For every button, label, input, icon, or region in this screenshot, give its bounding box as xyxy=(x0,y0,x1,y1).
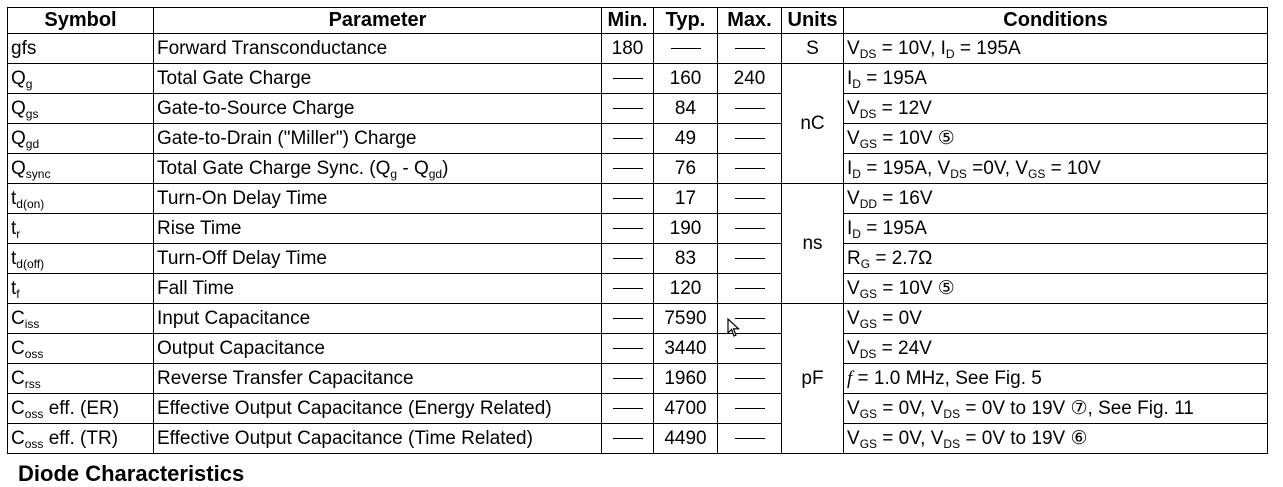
max-cell xyxy=(718,394,782,424)
dash-mark xyxy=(735,348,765,349)
dash-mark xyxy=(613,138,643,139)
subscript: DD xyxy=(859,196,878,211)
parameter-text: Turn-On Delay Time xyxy=(157,187,328,209)
parameter-text: Total Gate Charge Sync. (Q xyxy=(157,157,391,179)
typ-cell xyxy=(654,154,718,184)
condition-text: = 10V ⑤ xyxy=(877,128,955,149)
symbol-text: C xyxy=(11,397,25,419)
header-row xyxy=(8,8,1268,34)
min-cell xyxy=(602,394,654,424)
condition-text: = 10V ⑤ xyxy=(877,278,955,299)
subscript: r xyxy=(16,226,21,241)
condition-text: V xyxy=(847,37,860,59)
header-conditions: Conditions xyxy=(844,8,1268,34)
max-cell xyxy=(718,154,782,184)
symbol-text: C xyxy=(11,307,25,329)
subscript: GS xyxy=(859,287,878,301)
max-cell xyxy=(718,34,782,64)
parameter-text: ) xyxy=(442,157,449,179)
conditions-cell xyxy=(844,334,1268,364)
symbol-cell xyxy=(8,244,154,274)
min-cell xyxy=(602,94,654,124)
dash-mark xyxy=(735,168,765,169)
typ-cell xyxy=(654,184,718,214)
subscript: sync xyxy=(25,166,51,181)
subscript: DS xyxy=(859,46,877,61)
header-parameter: Parameter xyxy=(154,8,602,34)
condition-text: = 0V xyxy=(877,307,922,329)
parameter-text: Fall Time xyxy=(157,277,235,299)
parameter-text: Effective Output Capacitance (Energy Related) xyxy=(157,397,552,419)
condition-text: = 16V xyxy=(877,187,933,209)
subscript: d(off) xyxy=(16,256,45,271)
symbol-text: Q xyxy=(11,127,26,149)
symbol-cell xyxy=(8,64,154,94)
parameter-cell xyxy=(154,184,602,214)
typ-value: 49 xyxy=(674,127,697,149)
mouse-cursor-icon xyxy=(727,318,741,338)
min-cell xyxy=(602,34,654,64)
parameter-cell xyxy=(154,64,602,94)
symbol-cell xyxy=(8,304,154,334)
max-cell xyxy=(718,184,782,214)
table-row xyxy=(8,214,1268,244)
symbol-text: t xyxy=(11,247,17,269)
units-cell xyxy=(782,304,844,454)
min-cell xyxy=(602,184,654,214)
subscript: oss xyxy=(24,406,44,421)
parameter-text: Total Gate Charge xyxy=(157,67,312,89)
max-cell xyxy=(718,64,782,94)
units-value: pF xyxy=(801,367,824,389)
typ-cell xyxy=(654,214,718,244)
subscript: G xyxy=(860,256,871,271)
units-value: ns xyxy=(802,232,823,254)
conditions-cell xyxy=(844,274,1268,304)
parameter-cell xyxy=(154,334,602,364)
condition-text: = 1.0 MHz, See Fig. 5 xyxy=(852,367,1042,389)
units-cell xyxy=(782,34,844,64)
typ-value: 76 xyxy=(674,157,697,179)
symbol-text: C xyxy=(11,337,25,359)
typ-value: 7590 xyxy=(664,307,707,329)
parameter-cell xyxy=(154,124,602,154)
dash-mark xyxy=(613,288,643,289)
dash-mark xyxy=(613,228,643,229)
conditions-cell xyxy=(844,184,1268,214)
parameter-cell xyxy=(154,94,602,124)
typ-value: 3440 xyxy=(664,337,707,359)
table-row xyxy=(8,424,1268,454)
symbol-cell xyxy=(8,214,154,244)
symbol-cell xyxy=(8,34,154,64)
subscript: rss xyxy=(24,376,41,391)
conditions-cell xyxy=(844,424,1268,454)
condition-text: I xyxy=(847,67,853,89)
conditions-cell xyxy=(844,64,1268,94)
dash-mark xyxy=(613,108,643,109)
dash-mark xyxy=(735,438,765,439)
condition-text: V xyxy=(847,337,860,359)
parameter-cell xyxy=(154,364,602,394)
condition-text: V xyxy=(847,128,860,149)
subscript: oss xyxy=(24,436,44,451)
parameter-text: - Q xyxy=(397,157,429,179)
subscript: DS xyxy=(859,346,877,361)
dash-mark xyxy=(735,378,765,379)
dash-mark xyxy=(735,108,765,109)
dash-mark xyxy=(613,198,643,199)
condition-text: = 195A xyxy=(860,217,927,239)
max-cell xyxy=(718,214,782,244)
dash-mark xyxy=(735,258,765,259)
symbol-text: t xyxy=(11,187,17,209)
frequency-symbol: f xyxy=(847,367,853,389)
units-cell xyxy=(782,184,844,304)
header-units: Units xyxy=(782,8,844,34)
subscript: DS xyxy=(943,407,961,421)
symbol-text: C xyxy=(11,367,25,389)
subscript: iss xyxy=(24,316,40,331)
subscript: oss xyxy=(24,346,44,361)
min-cell xyxy=(602,154,654,184)
symbol-text: t xyxy=(11,217,17,239)
units-value: S xyxy=(806,37,819,59)
dash-mark xyxy=(613,348,643,349)
subscript: GS xyxy=(859,407,878,421)
condition-text: V xyxy=(847,97,860,119)
condition-text: = 24V xyxy=(876,337,932,359)
symbol-text: gfs xyxy=(11,37,37,59)
condition-text: = 0V to 19V ⑦, See Fig. 11 xyxy=(960,398,1194,419)
dash-mark xyxy=(735,228,765,229)
max-cell xyxy=(718,274,782,304)
condition-text: V xyxy=(847,307,860,329)
parameter-cell xyxy=(154,214,602,244)
condition-text: V xyxy=(847,428,860,449)
parameter-cell xyxy=(154,274,602,304)
table-row xyxy=(8,244,1268,274)
dash-mark xyxy=(735,198,765,199)
typ-cell xyxy=(654,34,718,64)
typ-cell xyxy=(654,244,718,274)
conditions-cell xyxy=(844,94,1268,124)
dash-mark xyxy=(613,258,643,259)
table-row xyxy=(8,184,1268,214)
table-row xyxy=(8,394,1268,424)
symbol-text: Q xyxy=(11,97,26,119)
symbol-cell xyxy=(8,364,154,394)
max-cell xyxy=(718,244,782,274)
symbol-cell xyxy=(8,424,154,454)
parameter-cell xyxy=(154,304,602,334)
symbol-cell xyxy=(8,154,154,184)
units-cell xyxy=(782,64,844,184)
symbol-cell xyxy=(8,94,154,124)
dash-mark xyxy=(613,378,643,379)
condition-text: = 0V to 19V ⑥ xyxy=(960,428,1088,449)
condition-text: = 0V, V xyxy=(877,398,944,419)
subscript: f xyxy=(16,286,20,301)
units-value: nC xyxy=(800,112,825,134)
symbol-suffix: eff. (TR) xyxy=(43,427,119,449)
typ-value: 84 xyxy=(674,97,697,119)
table-row xyxy=(8,94,1268,124)
symbol-text: Q xyxy=(11,67,26,89)
condition-text: V xyxy=(847,398,860,419)
max-cell xyxy=(718,94,782,124)
subscript: DS xyxy=(943,437,961,451)
symbol-cell xyxy=(8,394,154,424)
condition-text: = 10V xyxy=(1045,157,1101,179)
dash-mark xyxy=(613,408,643,409)
conditions-cell xyxy=(844,154,1268,184)
symbol-cell xyxy=(8,124,154,154)
min-cell xyxy=(602,214,654,244)
max-cell xyxy=(718,124,782,154)
condition-text: = 10V, I xyxy=(876,37,946,59)
table-row xyxy=(8,64,1268,94)
subscript: gd xyxy=(25,136,40,151)
symbol-suffix: eff. (ER) xyxy=(43,397,120,419)
subscript: D xyxy=(852,76,861,91)
condition-text: V xyxy=(847,187,860,209)
subscript: GS xyxy=(1028,166,1046,181)
typ-cell xyxy=(654,304,718,334)
subscript: g xyxy=(390,166,398,181)
parameter-cell xyxy=(154,424,602,454)
subscript: DS xyxy=(859,106,877,121)
typ-cell xyxy=(654,94,718,124)
min-value: 180 xyxy=(611,37,644,59)
symbol-cell xyxy=(8,184,154,214)
max-cell xyxy=(718,364,782,394)
condition-text: I xyxy=(847,217,853,239)
dash-mark xyxy=(613,438,643,439)
typ-value: 1960 xyxy=(664,367,707,389)
condition-text: = 195A, V xyxy=(860,157,951,179)
table-row xyxy=(8,34,1268,64)
min-cell xyxy=(602,124,654,154)
subscript: D xyxy=(852,226,861,241)
subscript: D xyxy=(852,166,861,181)
condition-text: = 12V xyxy=(876,97,932,119)
parameter-cell xyxy=(154,34,602,64)
condition-text: V xyxy=(847,278,860,299)
symbol-text: t xyxy=(11,277,17,299)
subscript: gd xyxy=(428,166,443,181)
dash-mark xyxy=(735,288,765,289)
parameter-text: Reverse Transfer Capacitance xyxy=(157,367,414,389)
conditions-cell xyxy=(844,214,1268,244)
condition-text: =0V, V xyxy=(966,157,1028,179)
condition-text: = 195A xyxy=(860,67,927,89)
subscript: DS xyxy=(950,166,967,181)
symbol-text: Q xyxy=(11,157,26,179)
parameter-text: Forward Transconductance xyxy=(157,37,388,59)
typ-cell xyxy=(654,64,718,94)
conditions-cell xyxy=(844,304,1268,334)
parameter-cell xyxy=(154,154,602,184)
conditions-cell xyxy=(844,124,1268,154)
min-cell xyxy=(602,334,654,364)
min-cell xyxy=(602,274,654,304)
dash-mark xyxy=(671,48,701,49)
typ-value: 17 xyxy=(674,187,697,209)
symbol-text: C xyxy=(11,427,25,449)
condition-text: I xyxy=(847,157,853,179)
table-row xyxy=(8,274,1268,304)
typ-value: 190 xyxy=(669,217,702,239)
condition-text: = 2.7Ω xyxy=(870,247,933,269)
subscript: d(on) xyxy=(16,196,45,211)
table-row xyxy=(8,334,1268,364)
header-max: Max. xyxy=(718,8,782,34)
parameter-text: Input Capacitance xyxy=(157,307,311,329)
conditions-cell xyxy=(844,394,1268,424)
table-row xyxy=(8,364,1268,394)
typ-cell xyxy=(654,424,718,454)
dash-mark xyxy=(613,78,643,79)
min-cell xyxy=(602,244,654,274)
typ-cell xyxy=(654,334,718,364)
dash-mark xyxy=(613,318,643,319)
condition-text: = 0V, V xyxy=(877,428,944,449)
min-cell xyxy=(602,424,654,454)
section-heading-diode: Diode Characteristics xyxy=(18,461,245,486)
subscript: GS xyxy=(859,437,878,451)
typ-cell xyxy=(654,124,718,154)
table-row xyxy=(8,154,1268,184)
table-row xyxy=(8,124,1268,154)
dash-mark xyxy=(735,48,765,49)
conditions-cell xyxy=(844,244,1268,274)
header-symbol: Symbol xyxy=(8,8,154,34)
condition-text: R xyxy=(847,247,861,269)
typ-cell xyxy=(654,394,718,424)
dash-mark xyxy=(613,168,643,169)
typ-value: 4490 xyxy=(664,427,707,449)
min-cell xyxy=(602,64,654,94)
symbol-cell xyxy=(8,334,154,364)
parameter-text: Turn-Off Delay Time xyxy=(157,247,327,269)
subscript: GS xyxy=(859,137,878,151)
dash-mark xyxy=(735,408,765,409)
max-cell xyxy=(718,334,782,364)
symbol-cell xyxy=(8,274,154,304)
min-cell xyxy=(602,364,654,394)
condition-text: = 195A xyxy=(954,37,1021,59)
typ-value: 4700 xyxy=(664,397,707,419)
conditions-cell xyxy=(844,364,1268,394)
parameter-text: Gate-to-Source Charge xyxy=(157,97,355,119)
electrical-characteristics-table xyxy=(7,7,1268,454)
subscript: GS xyxy=(859,316,878,331)
header-min: Min. xyxy=(602,8,654,34)
parameter-text: Output Capacitance xyxy=(157,337,325,359)
max-cell xyxy=(718,424,782,454)
typ-cell xyxy=(654,364,718,394)
subscript: gs xyxy=(25,106,39,121)
max-value: 240 xyxy=(733,67,766,89)
dash-mark xyxy=(735,138,765,139)
typ-value: 83 xyxy=(674,247,697,269)
subscript: g xyxy=(25,76,33,91)
parameter-text: Gate-to-Drain ("Miller") Charge xyxy=(157,127,417,149)
min-cell xyxy=(602,304,654,334)
parameter-cell xyxy=(154,394,602,424)
typ-value: 120 xyxy=(669,277,702,299)
typ-cell xyxy=(654,274,718,304)
parameter-text: Rise Time xyxy=(157,217,242,239)
conditions-cell xyxy=(844,34,1268,64)
header-typ: Typ. xyxy=(654,8,718,34)
parameter-cell xyxy=(154,244,602,274)
typ-value: 160 xyxy=(669,67,702,89)
table-row xyxy=(8,304,1268,334)
subscript: D xyxy=(945,46,955,61)
parameter-text: Effective Output Capacitance (Time Related) xyxy=(157,427,533,449)
